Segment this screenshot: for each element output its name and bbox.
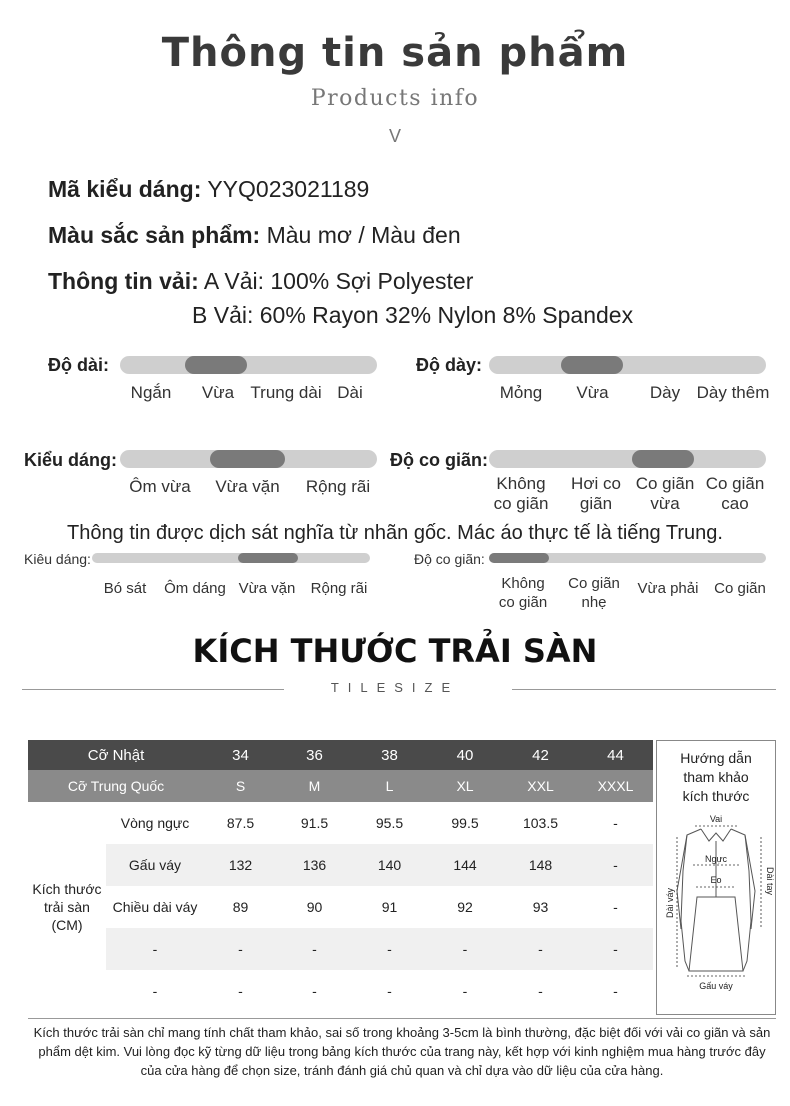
color-value: Màu mơ / Màu đen bbox=[260, 222, 461, 248]
row-name: Chiều dài váy bbox=[106, 886, 204, 928]
guide-length-label: Dài váy bbox=[665, 887, 675, 919]
tag-fit-track bbox=[92, 553, 370, 563]
cn-size-cell: XL bbox=[427, 770, 503, 802]
color-label: Màu sắc sản phẩm: bbox=[48, 222, 261, 248]
cn-size-label: Cỡ Trung Quốc bbox=[28, 770, 204, 802]
length-indicator bbox=[185, 356, 247, 374]
table-cell: - bbox=[204, 928, 277, 970]
stretch-option: Co giãn cao bbox=[705, 474, 765, 513]
table-cell: - bbox=[204, 970, 277, 1012]
table-cell: 95.5 bbox=[352, 802, 427, 844]
thickness-option: Dày thêm bbox=[696, 383, 770, 402]
tag-stretch-option: Không co giãn bbox=[498, 575, 548, 611]
table-cell: - bbox=[578, 886, 653, 928]
table-cell: 89 bbox=[204, 886, 277, 928]
row-name: - bbox=[106, 928, 204, 970]
style-code-value: YYQ023021189 bbox=[201, 176, 370, 202]
table-cell: 91.5 bbox=[277, 802, 352, 844]
length-option: Dài bbox=[337, 383, 363, 402]
table-cell: 132 bbox=[204, 844, 277, 886]
table-row bbox=[28, 970, 653, 1012]
tag-stretch-option: Co giãn bbox=[714, 580, 766, 597]
length-option: Ngắn bbox=[130, 383, 172, 402]
table-cell: - bbox=[578, 970, 653, 1012]
size-section-title: KÍCH THƯỚC TRẢI SÀN bbox=[192, 632, 598, 670]
table-cell: 92 bbox=[427, 886, 503, 928]
dress-diagram-icon bbox=[657, 811, 775, 1011]
table-cell: - bbox=[503, 970, 578, 1012]
fabric-b-value: B Vải: 60% Rayon 32% Nylon 8% Spandex bbox=[192, 302, 634, 328]
cn-size-cell: XXL bbox=[503, 770, 578, 802]
table-row bbox=[28, 844, 653, 886]
thickness-label: Độ dày: bbox=[416, 355, 483, 375]
page-subtitle: Products info bbox=[310, 86, 480, 111]
size-table bbox=[28, 740, 653, 1012]
footer-note: Kích thước trải sàn chỉ mang tính chất tham khảo, sai số trong khoảng 3-5cm là bình thường, đặc biệt đối với vải co giãn và sản phẩm dệt kim. Vui lòng đọc kỹ từng dữ liệu trong bảng kích thước của trang này, kết hợp với kinh nghiệm mua hàng trước đây của cửa hàng để chọn size, tránh đánh giá chủ quan và chỉ dựa vào dữ liệu của cửa hàng. bbox=[28, 1018, 776, 1086]
row-name: Gấu váy bbox=[106, 844, 204, 886]
translation-note: Thông tin được dịch sát nghĩa từ nhãn gốc. Mác áo thực tế là tiếng Trung. bbox=[67, 522, 723, 544]
tag-stretch-option: Co giãn nhẹ bbox=[568, 575, 620, 611]
fabric-line bbox=[48, 268, 473, 295]
size-guide-title: Hướng dẫn tham khảo kích thước bbox=[680, 750, 752, 804]
table-cell: - bbox=[427, 928, 503, 970]
tag-stretch-option: Vừa phải bbox=[637, 580, 699, 597]
size-section-tile: TILESIZE bbox=[330, 680, 460, 695]
thickness-indicator bbox=[561, 356, 623, 374]
row-name: - bbox=[106, 970, 204, 1012]
table-cell: - bbox=[427, 970, 503, 1012]
jp-size-label: Cỡ Nhật bbox=[28, 740, 204, 770]
tag-fit-label: Kiêu dáng: bbox=[24, 551, 91, 567]
table-cell: - bbox=[578, 928, 653, 970]
table-cell: - bbox=[578, 802, 653, 844]
table-row bbox=[28, 802, 653, 844]
jp-size-cell: 44 bbox=[578, 740, 653, 770]
fabric-label: Thông tin vải: bbox=[48, 268, 199, 294]
table-cell: 144 bbox=[427, 844, 503, 886]
table-cell: 91 bbox=[352, 886, 427, 928]
table-cell: 87.5 bbox=[204, 802, 277, 844]
stretch-track bbox=[489, 450, 766, 468]
length-label: Độ dài: bbox=[48, 355, 109, 375]
stretch-option: Không co giãn bbox=[493, 474, 549, 513]
tag-fit-indicator bbox=[238, 553, 298, 563]
table-cell: - bbox=[277, 928, 352, 970]
stretch-label: Độ co giãn: bbox=[390, 450, 488, 470]
tag-stretch-indicator bbox=[489, 553, 549, 563]
stretch-option: Co giãn vừa bbox=[635, 474, 695, 513]
tag-stretch-label: Độ co giãn: bbox=[414, 551, 485, 567]
table-cell: 103.5 bbox=[503, 802, 578, 844]
tag-fit-option: Ôm dáng bbox=[164, 580, 226, 597]
table-cell: - bbox=[352, 970, 427, 1012]
page-title: Thông tin sản phẩm bbox=[161, 30, 629, 76]
table-cell: - bbox=[578, 844, 653, 886]
guide-waist-label: Eo bbox=[710, 875, 722, 885]
cn-size-cell: S bbox=[204, 770, 277, 802]
chevron-down-icon: V bbox=[388, 126, 401, 146]
table-cell: 90 bbox=[277, 886, 352, 928]
jp-size-cell: 34 bbox=[204, 740, 277, 770]
stretch-indicator bbox=[632, 450, 694, 468]
table-row bbox=[28, 886, 653, 928]
table-cell: - bbox=[277, 970, 352, 1012]
fit-label: Kiểu dáng: bbox=[24, 450, 117, 470]
stretch-option: Hơi co giãn bbox=[571, 474, 621, 513]
fit-option: Vừa vặn bbox=[215, 477, 280, 496]
jp-size-cell: 36 bbox=[277, 740, 352, 770]
color-line bbox=[48, 222, 461, 249]
guide-hem-label: Gấu váy bbox=[699, 981, 733, 991]
thickness-option: Vừa bbox=[576, 383, 609, 402]
tag-fit-option: Bó sát bbox=[103, 580, 147, 597]
fit-indicator bbox=[210, 450, 285, 468]
measurement-side-label: Kích thước trải sàn (CM) bbox=[28, 802, 106, 1012]
table-row bbox=[28, 928, 653, 970]
style-code-line bbox=[48, 176, 369, 203]
fit-track bbox=[120, 450, 377, 468]
divider-right bbox=[512, 689, 776, 690]
jp-size-row bbox=[28, 740, 653, 770]
table-cell: - bbox=[352, 928, 427, 970]
tag-fit-option: Vừa vặn bbox=[238, 580, 296, 597]
fit-option: Ôm vừa bbox=[129, 477, 191, 496]
jp-size-cell: 42 bbox=[503, 740, 578, 770]
guide-shoulder-label: Vai bbox=[709, 814, 723, 824]
cn-size-cell: L bbox=[352, 770, 427, 802]
tag-stretch-track bbox=[489, 553, 766, 563]
table-cell: 136 bbox=[277, 844, 352, 886]
thickness-option: Dày bbox=[649, 383, 681, 402]
length-option: Vừa bbox=[201, 383, 235, 402]
guide-sleeve-label: Dài tay bbox=[765, 866, 775, 896]
table-cell: 140 bbox=[352, 844, 427, 886]
tag-fit-option: Rộng rãi bbox=[310, 580, 368, 597]
table-cell: 93 bbox=[503, 886, 578, 928]
cn-size-cell: M bbox=[277, 770, 352, 802]
jp-size-cell: 38 bbox=[352, 740, 427, 770]
row-name: Vòng ngực bbox=[106, 802, 204, 844]
table-cell: - bbox=[503, 928, 578, 970]
length-track bbox=[120, 356, 377, 374]
guide-chest-label: Ngực bbox=[704, 854, 728, 864]
fabric-a-value: A Vải: 100% Sợi Polyester bbox=[198, 268, 474, 294]
cn-size-row bbox=[28, 770, 653, 802]
thickness-option: Mỏng bbox=[499, 383, 543, 402]
jp-size-cell: 40 bbox=[427, 740, 503, 770]
style-code-label: Mã kiểu dáng: bbox=[48, 176, 202, 202]
fit-option: Rộng rãi bbox=[305, 477, 371, 496]
length-option: Trung dài bbox=[250, 383, 322, 402]
table-cell: 148 bbox=[503, 844, 578, 886]
table-cell: 99.5 bbox=[427, 802, 503, 844]
cn-size-cell: XXXL bbox=[578, 770, 653, 802]
size-guide-panel bbox=[656, 740, 776, 1015]
thickness-track bbox=[489, 356, 766, 374]
